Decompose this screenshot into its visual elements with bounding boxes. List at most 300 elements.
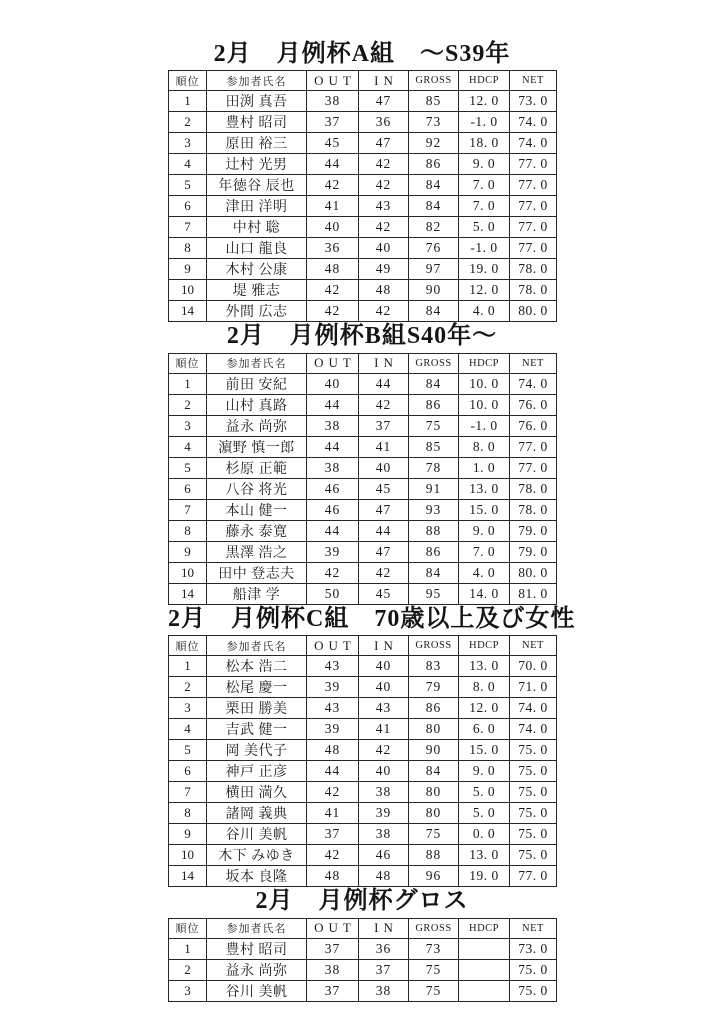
gross-cell: 84 xyxy=(409,175,459,196)
hdcp-cell xyxy=(459,938,510,959)
hdcp-cell: 4. 0 xyxy=(459,562,510,583)
col-header-gross: GROSS xyxy=(409,71,459,91)
net-cell: 79. 0 xyxy=(510,520,557,541)
out-cell: 39 xyxy=(307,541,359,562)
table-title: 2月 月例杯グロス xyxy=(255,888,469,915)
col-header-rank: 順位 xyxy=(169,918,207,938)
net-cell: 77. 0 xyxy=(510,154,557,175)
gross-cell: 80 xyxy=(409,782,459,803)
name-cell: 八谷 将光 xyxy=(207,478,307,499)
table-row xyxy=(169,845,557,866)
hdcp-cell: 12. 0 xyxy=(459,698,510,719)
net-cell: 75. 0 xyxy=(510,740,557,761)
net-cell: 70. 0 xyxy=(510,656,557,677)
table-row xyxy=(169,499,557,520)
hdcp-cell: -1. 0 xyxy=(459,415,510,436)
results-table xyxy=(168,635,557,887)
net-cell: 79. 0 xyxy=(510,541,557,562)
header-row xyxy=(169,918,557,938)
in-cell: 46 xyxy=(359,845,409,866)
in-cell: 45 xyxy=(359,478,409,499)
col-header-net: NET xyxy=(510,636,557,656)
gross-cell: 75 xyxy=(409,415,459,436)
hdcp-cell: 5. 0 xyxy=(459,803,510,824)
table-row xyxy=(169,980,557,1001)
name-cell: 原田 裕三 xyxy=(207,133,307,154)
gross-cell: 88 xyxy=(409,520,459,541)
out-cell: 37 xyxy=(307,824,359,845)
out-cell: 37 xyxy=(307,980,359,1001)
net-cell: 77. 0 xyxy=(510,217,557,238)
net-cell: 78. 0 xyxy=(510,478,557,499)
net-cell: 75. 0 xyxy=(510,959,557,980)
rank-cell: 4 xyxy=(169,719,207,740)
table-row xyxy=(169,562,557,583)
col-header-in: IN xyxy=(359,353,409,373)
in-cell: 42 xyxy=(359,562,409,583)
rank-cell: 1 xyxy=(169,91,207,112)
in-cell: 37 xyxy=(359,415,409,436)
table-row xyxy=(169,698,557,719)
in-cell: 43 xyxy=(359,698,409,719)
rank-cell: 14 xyxy=(169,866,207,887)
rank-cell: 14 xyxy=(169,301,207,322)
net-cell: 75. 0 xyxy=(510,845,557,866)
hdcp-cell: -1. 0 xyxy=(459,238,510,259)
gross-cell: 96 xyxy=(409,866,459,887)
table-row xyxy=(169,656,557,677)
rank-cell: 14 xyxy=(169,583,207,604)
header-row xyxy=(169,353,557,373)
in-cell: 43 xyxy=(359,196,409,217)
net-cell: 77. 0 xyxy=(510,866,557,887)
col-header-out: OUT xyxy=(307,636,359,656)
hdcp-cell: 6. 0 xyxy=(459,719,510,740)
net-cell: 74. 0 xyxy=(510,698,557,719)
col-header-rank: 順位 xyxy=(169,353,207,373)
rank-cell: 1 xyxy=(169,656,207,677)
table-row xyxy=(169,112,557,133)
in-cell: 47 xyxy=(359,499,409,520)
out-cell: 41 xyxy=(307,803,359,824)
gross-cell: 84 xyxy=(409,196,459,217)
hdcp-cell: 10. 0 xyxy=(459,394,510,415)
gross-cell: 73 xyxy=(409,938,459,959)
header-row xyxy=(169,636,557,656)
rank-cell: 3 xyxy=(169,133,207,154)
net-cell: 77. 0 xyxy=(510,457,557,478)
out-cell: 43 xyxy=(307,698,359,719)
in-cell: 44 xyxy=(359,520,409,541)
rank-cell: 3 xyxy=(169,698,207,719)
table-row xyxy=(169,196,557,217)
net-cell: 80. 0 xyxy=(510,562,557,583)
name-cell: 益永 尚弥 xyxy=(207,959,307,980)
gross-cell: 90 xyxy=(409,280,459,301)
name-cell: 堤 雅志 xyxy=(207,280,307,301)
out-cell: 38 xyxy=(307,959,359,980)
gross-cell: 85 xyxy=(409,436,459,457)
results-document xyxy=(168,0,576,1002)
col-header-out: OUT xyxy=(307,918,359,938)
hdcp-cell: 18. 0 xyxy=(459,133,510,154)
rank-cell: 5 xyxy=(169,740,207,761)
out-cell: 44 xyxy=(307,154,359,175)
net-cell: 78. 0 xyxy=(510,259,557,280)
net-cell: 75. 0 xyxy=(510,824,557,845)
hdcp-cell: 14. 0 xyxy=(459,583,510,604)
name-cell: 岡 美代子 xyxy=(207,740,307,761)
table-title: 2月 月例杯B組S40年～ xyxy=(226,323,498,350)
table-row xyxy=(169,415,557,436)
col-header-net: NET xyxy=(510,918,557,938)
name-cell: 藤永 泰寛 xyxy=(207,520,307,541)
in-cell: 40 xyxy=(359,457,409,478)
rank-cell: 7 xyxy=(169,499,207,520)
gross-cell: 82 xyxy=(409,217,459,238)
in-cell: 41 xyxy=(359,436,409,457)
col-header-net: NET xyxy=(510,353,557,373)
hdcp-cell: 15. 0 xyxy=(459,499,510,520)
net-cell: 74. 0 xyxy=(510,133,557,154)
gross-cell: 92 xyxy=(409,133,459,154)
in-cell: 36 xyxy=(359,112,409,133)
net-cell: 78. 0 xyxy=(510,499,557,520)
gross-cell: 84 xyxy=(409,562,459,583)
name-cell: 山村 真路 xyxy=(207,394,307,415)
hdcp-cell: 9. 0 xyxy=(459,761,510,782)
gross-cell: 75 xyxy=(409,980,459,1001)
in-cell: 42 xyxy=(359,217,409,238)
rank-cell: 8 xyxy=(169,803,207,824)
in-cell: 42 xyxy=(359,154,409,175)
table-row xyxy=(169,938,557,959)
name-cell: 松本 浩二 xyxy=(207,656,307,677)
results-table xyxy=(168,353,557,605)
header-row xyxy=(169,71,557,91)
hdcp-cell: 0. 0 xyxy=(459,824,510,845)
in-cell: 42 xyxy=(359,394,409,415)
rank-cell: 2 xyxy=(169,394,207,415)
rank-cell: 2 xyxy=(169,959,207,980)
out-cell: 42 xyxy=(307,562,359,583)
out-cell: 38 xyxy=(307,91,359,112)
in-cell: 41 xyxy=(359,719,409,740)
rank-cell: 5 xyxy=(169,175,207,196)
table-body xyxy=(169,91,557,322)
gross-cell: 86 xyxy=(409,698,459,719)
in-cell: 38 xyxy=(359,782,409,803)
rank-cell: 9 xyxy=(169,824,207,845)
rank-cell: 3 xyxy=(169,415,207,436)
table-row xyxy=(169,520,557,541)
table-row xyxy=(169,719,557,740)
table-title: 2月 月例杯A組 ～S39年 xyxy=(213,41,511,67)
rank-cell: 10 xyxy=(169,845,207,866)
col-header-name: 参加者氏名 xyxy=(207,636,307,656)
table-row xyxy=(169,436,557,457)
in-cell: 36 xyxy=(359,938,409,959)
gross-cell: 80 xyxy=(409,719,459,740)
hdcp-cell: 10. 0 xyxy=(459,373,510,394)
table-row xyxy=(169,457,557,478)
table-row xyxy=(169,175,557,196)
results-table xyxy=(168,70,557,322)
table-row xyxy=(169,541,557,562)
rank-cell: 9 xyxy=(169,259,207,280)
name-cell: 本山 健一 xyxy=(207,499,307,520)
in-cell: 40 xyxy=(359,761,409,782)
table-row xyxy=(169,217,557,238)
net-cell: 75. 0 xyxy=(510,980,557,1001)
hdcp-cell: 19. 0 xyxy=(459,259,510,280)
table-row xyxy=(169,280,557,301)
table-row xyxy=(169,959,557,980)
name-cell: 神戸 正彦 xyxy=(207,761,307,782)
rank-cell: 8 xyxy=(169,520,207,541)
net-cell: 77. 0 xyxy=(510,175,557,196)
in-cell: 40 xyxy=(359,677,409,698)
result-section xyxy=(168,605,576,887)
gross-cell: 90 xyxy=(409,740,459,761)
in-cell: 48 xyxy=(359,280,409,301)
name-cell: 吉武 健一 xyxy=(207,719,307,740)
hdcp-cell: 12. 0 xyxy=(459,91,510,112)
col-header-net: NET xyxy=(510,71,557,91)
col-header-hdcp: HDCP xyxy=(459,636,510,656)
rank-cell: 9 xyxy=(169,541,207,562)
name-cell: 杉原 正範 xyxy=(207,457,307,478)
rank-cell: 10 xyxy=(169,562,207,583)
out-cell: 37 xyxy=(307,938,359,959)
col-header-out: OUT xyxy=(307,353,359,373)
table-row xyxy=(169,373,557,394)
table-body xyxy=(169,656,557,887)
table-row xyxy=(169,677,557,698)
gross-cell: 73 xyxy=(409,112,459,133)
name-cell: 山口 龍良 xyxy=(207,238,307,259)
net-cell: 81. 0 xyxy=(510,583,557,604)
out-cell: 39 xyxy=(307,719,359,740)
col-header-out: OUT xyxy=(307,71,359,91)
name-cell: 栗田 勝美 xyxy=(207,698,307,719)
rank-cell: 10 xyxy=(169,280,207,301)
out-cell: 46 xyxy=(307,499,359,520)
gross-cell: 88 xyxy=(409,845,459,866)
out-cell: 40 xyxy=(307,373,359,394)
gross-cell: 75 xyxy=(409,959,459,980)
table-row xyxy=(169,301,557,322)
gross-cell: 84 xyxy=(409,301,459,322)
table-row xyxy=(169,259,557,280)
name-cell: 年徳谷 辰也 xyxy=(207,175,307,196)
out-cell: 45 xyxy=(307,133,359,154)
gross-cell: 75 xyxy=(409,824,459,845)
out-cell: 44 xyxy=(307,394,359,415)
net-cell: 74. 0 xyxy=(510,719,557,740)
hdcp-cell xyxy=(459,980,510,1001)
table-row xyxy=(169,238,557,259)
hdcp-cell: 13. 0 xyxy=(459,656,510,677)
gross-cell: 83 xyxy=(409,656,459,677)
rank-cell: 6 xyxy=(169,761,207,782)
in-cell: 47 xyxy=(359,133,409,154)
net-cell: 77. 0 xyxy=(510,196,557,217)
hdcp-cell: 12. 0 xyxy=(459,280,510,301)
name-cell: 坂本 良隆 xyxy=(207,866,307,887)
out-cell: 38 xyxy=(307,415,359,436)
gross-cell: 97 xyxy=(409,259,459,280)
name-cell: 田渕 真吾 xyxy=(207,91,307,112)
gross-cell: 86 xyxy=(409,541,459,562)
net-cell: 74. 0 xyxy=(510,373,557,394)
out-cell: 42 xyxy=(307,845,359,866)
hdcp-cell: 1. 0 xyxy=(459,457,510,478)
net-cell: 77. 0 xyxy=(510,238,557,259)
net-cell: 75. 0 xyxy=(510,803,557,824)
table-title: 2月 月例杯C組 70歳以上及び女性 xyxy=(168,605,576,632)
results-table xyxy=(168,918,557,1002)
out-cell: 36 xyxy=(307,238,359,259)
out-cell: 42 xyxy=(307,301,359,322)
rank-cell: 3 xyxy=(169,980,207,1001)
net-cell: 71. 0 xyxy=(510,677,557,698)
table-row xyxy=(169,583,557,604)
gross-cell: 80 xyxy=(409,803,459,824)
name-cell: 船津 学 xyxy=(207,583,307,604)
out-cell: 48 xyxy=(307,259,359,280)
hdcp-cell: -1. 0 xyxy=(459,112,510,133)
hdcp-cell: 7. 0 xyxy=(459,175,510,196)
name-cell: 諸岡 義典 xyxy=(207,803,307,824)
table-body xyxy=(169,373,557,604)
col-header-gross: GROSS xyxy=(409,636,459,656)
hdcp-cell: 4. 0 xyxy=(459,301,510,322)
hdcp-cell: 19. 0 xyxy=(459,866,510,887)
out-cell: 37 xyxy=(307,112,359,133)
rank-cell: 6 xyxy=(169,196,207,217)
hdcp-cell: 13. 0 xyxy=(459,845,510,866)
hdcp-cell: 15. 0 xyxy=(459,740,510,761)
col-header-hdcp: HDCP xyxy=(459,71,510,91)
name-cell: 濵野 慎一郎 xyxy=(207,436,307,457)
rank-cell: 1 xyxy=(169,373,207,394)
name-cell: 谷川 美帆 xyxy=(207,980,307,1001)
in-cell: 42 xyxy=(359,175,409,196)
col-header-in: IN xyxy=(359,918,409,938)
out-cell: 40 xyxy=(307,217,359,238)
gross-cell: 79 xyxy=(409,677,459,698)
table-row xyxy=(169,154,557,175)
in-cell: 40 xyxy=(359,238,409,259)
out-cell: 46 xyxy=(307,478,359,499)
rank-cell: 7 xyxy=(169,217,207,238)
in-cell: 37 xyxy=(359,959,409,980)
gross-cell: 86 xyxy=(409,394,459,415)
in-cell: 42 xyxy=(359,740,409,761)
gross-cell: 76 xyxy=(409,238,459,259)
table-row xyxy=(169,394,557,415)
rank-cell: 4 xyxy=(169,154,207,175)
rank-cell: 6 xyxy=(169,478,207,499)
name-cell: 木村 公康 xyxy=(207,259,307,280)
out-cell: 48 xyxy=(307,740,359,761)
in-cell: 48 xyxy=(359,866,409,887)
rank-cell: 1 xyxy=(169,938,207,959)
hdcp-cell: 9. 0 xyxy=(459,520,510,541)
in-cell: 49 xyxy=(359,259,409,280)
col-header-gross: GROSS xyxy=(409,918,459,938)
net-cell: 80. 0 xyxy=(510,301,557,322)
name-cell: 津田 洋明 xyxy=(207,196,307,217)
hdcp-cell: 5. 0 xyxy=(459,782,510,803)
col-header-hdcp: HDCP xyxy=(459,353,510,373)
out-cell: 38 xyxy=(307,457,359,478)
gross-cell: 78 xyxy=(409,457,459,478)
gross-cell: 86 xyxy=(409,154,459,175)
hdcp-cell: 7. 0 xyxy=(459,541,510,562)
table-row xyxy=(169,803,557,824)
table-row xyxy=(169,478,557,499)
col-header-name: 参加者氏名 xyxy=(207,918,307,938)
net-cell: 75. 0 xyxy=(510,761,557,782)
out-cell: 42 xyxy=(307,175,359,196)
name-cell: 横田 満久 xyxy=(207,782,307,803)
name-cell: 田中 登志夫 xyxy=(207,562,307,583)
col-header-name: 参加者氏名 xyxy=(207,353,307,373)
in-cell: 39 xyxy=(359,803,409,824)
rank-cell: 2 xyxy=(169,677,207,698)
gross-cell: 84 xyxy=(409,373,459,394)
table-row xyxy=(169,866,557,887)
hdcp-cell: 7. 0 xyxy=(459,196,510,217)
table-row xyxy=(169,91,557,112)
name-cell: 前田 安紀 xyxy=(207,373,307,394)
out-cell: 42 xyxy=(307,782,359,803)
in-cell: 44 xyxy=(359,373,409,394)
in-cell: 40 xyxy=(359,656,409,677)
out-cell: 39 xyxy=(307,677,359,698)
table-row xyxy=(169,761,557,782)
out-cell: 44 xyxy=(307,761,359,782)
name-cell: 外間 広志 xyxy=(207,301,307,322)
result-section xyxy=(168,888,556,1001)
hdcp-cell xyxy=(459,959,510,980)
net-cell: 77. 0 xyxy=(510,436,557,457)
out-cell: 43 xyxy=(307,656,359,677)
out-cell: 44 xyxy=(307,436,359,457)
table-body xyxy=(169,938,557,1001)
gross-cell: 93 xyxy=(409,499,459,520)
hdcp-cell: 5. 0 xyxy=(459,217,510,238)
name-cell: 黒澤 浩之 xyxy=(207,541,307,562)
in-cell: 38 xyxy=(359,824,409,845)
name-cell: 中村 聡 xyxy=(207,217,307,238)
hdcp-cell: 9. 0 xyxy=(459,154,510,175)
net-cell: 78. 0 xyxy=(510,280,557,301)
in-cell: 45 xyxy=(359,583,409,604)
net-cell: 73. 0 xyxy=(510,91,557,112)
name-cell: 谷川 美帆 xyxy=(207,824,307,845)
col-header-name: 参加者氏名 xyxy=(207,71,307,91)
name-cell: 益永 尚弥 xyxy=(207,415,307,436)
in-cell: 38 xyxy=(359,980,409,1001)
gross-cell: 84 xyxy=(409,761,459,782)
net-cell: 75. 0 xyxy=(510,782,557,803)
name-cell: 豊村 昭司 xyxy=(207,938,307,959)
hdcp-cell: 8. 0 xyxy=(459,677,510,698)
name-cell: 辻村 光男 xyxy=(207,154,307,175)
